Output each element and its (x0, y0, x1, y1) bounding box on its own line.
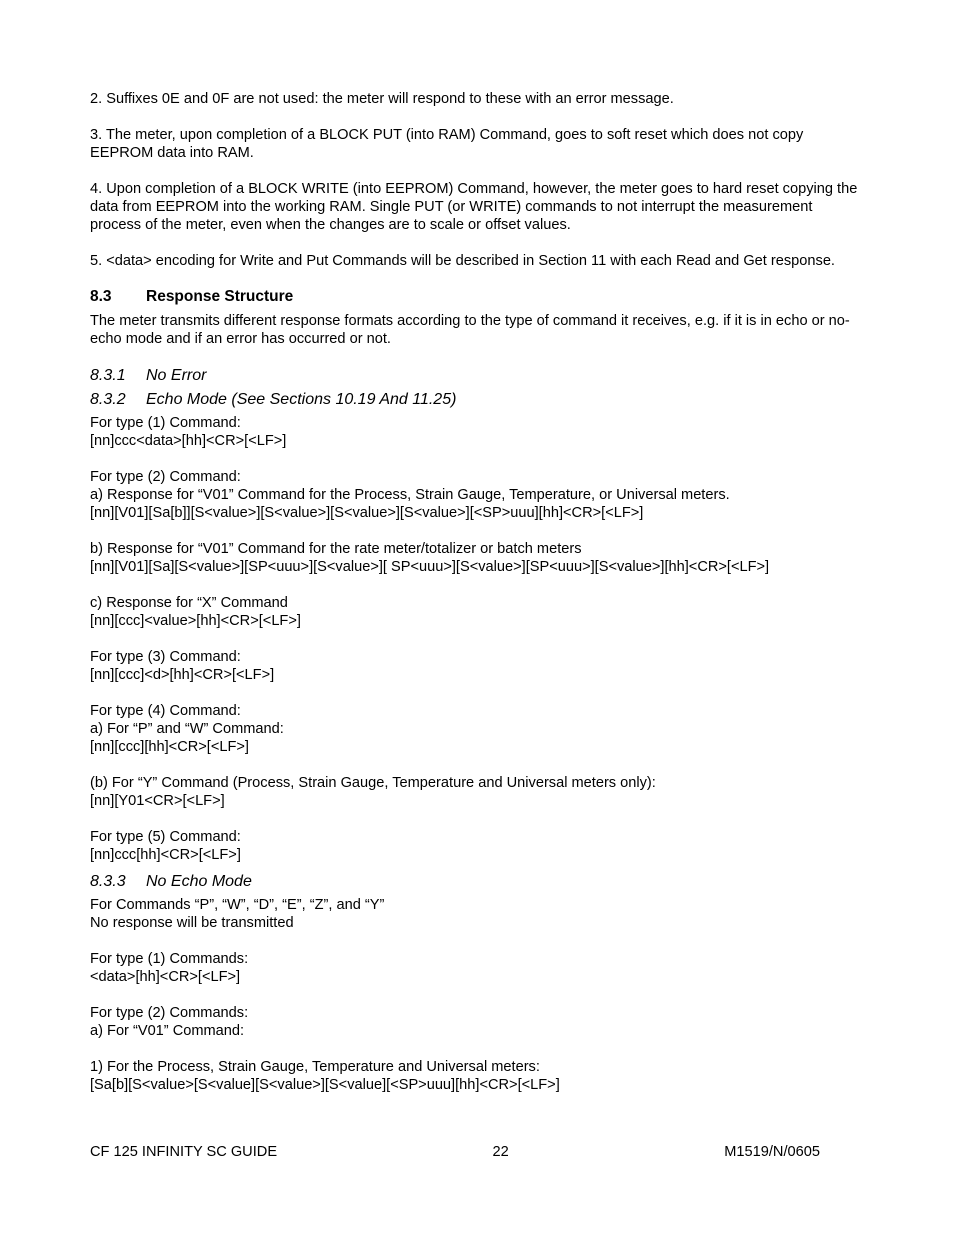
subsection-title: No Echo Mode (146, 873, 252, 890)
subsection-heading-echo-mode (90, 390, 865, 410)
subsection-title: No Error (146, 367, 207, 384)
type4b-label: (b) For “Y” Command (Process, Strain Gauge, Temperature and Universal meters only): (90, 775, 656, 791)
document-page (90, 90, 865, 1094)
type2b-label: b) Response for “V01” Command for the rate meter/totalizer or batch meters (90, 541, 582, 557)
type5-label: For type (5) Command: (90, 829, 241, 845)
page-footer (90, 1143, 820, 1161)
no-echo-type2a1-format: [Sa[b][S<value>[S<value][S<value>][S<value][<SP>uuu][hh]<CR>[<LF>] (90, 1077, 560, 1093)
no-echo-note: No response will be transmitted (90, 915, 294, 931)
section-heading (90, 288, 865, 306)
no-echo-commands-label: For Commands “P”, “W”, “D”, “E”, “Z”, and “Y” (90, 897, 385, 913)
subsection-number: 8.3.1 (90, 367, 126, 384)
note-5: 5. <data> encoding for Write and Put Commands will be described in Section 11 with each Read and Get response. (90, 253, 835, 269)
type2c-format: [nn][ccc]<value>[hh]<CR>[<LF>] (90, 613, 301, 629)
type5-format: [nn]ccc[hh]<CR>[<LF>] (90, 847, 241, 863)
type2a-label: a) Response for “V01” Command for the Process, Strain Gauge, Temperature, or Universal meters. (90, 487, 730, 503)
no-echo-type1-label: For type (1) Commands: (90, 951, 249, 967)
type4a-format: [nn][ccc][hh]<CR>[<LF>] (90, 739, 249, 755)
no-echo-type2-label: For type (2) Commands: (90, 1005, 249, 1021)
no-echo-type2a-label: a) For “V01” Command: (90, 1023, 245, 1039)
note-3: 3. The meter, upon completion of a BLOCK PUT (into RAM) Command, goes to soft reset which does not copy EEPROM data into RAM. (90, 127, 804, 161)
type4-label: For type (4) Command: (90, 703, 241, 719)
section-number: 8.3 (90, 288, 112, 305)
note-4: 4. Upon completion of a BLOCK WRITE (into EEPROM) Command, however, the meter goes to hard reset copying the data from EEPROM into the working RAM. Single PUT (or WRITE) commands to not interrupt the measurement process of the meter, even when the changes are to scale or offset values. (90, 181, 858, 233)
type2-label: For type (2) Command: (90, 469, 241, 485)
type3-label: For type (3) Command: (90, 649, 241, 665)
section-title: Response Structure (146, 288, 294, 305)
subsection-number: 8.3.3 (90, 873, 126, 890)
no-echo-type2a1-label: 1) For the Process, Strain Gauge, Temperature and Universal meters: (90, 1059, 540, 1075)
type2a-format: [nn][V01][Sa[b]][S<value>][S<value>][S<value>][S<value>][<SP>uuu][hh]<CR>[<LF>] (90, 505, 644, 521)
subsection-heading-no-error (90, 366, 865, 386)
type2c-label: c) Response for “X” Command (90, 595, 288, 611)
type2b-format: [nn][V01][Sa][S<value>][SP<uuu>][S<value>][ SP<uuu>][S<value>][SP<uuu>][S<value>][hh]<CR>[<LF>] (90, 559, 770, 575)
subsection-heading-no-echo-mode (90, 872, 865, 892)
section-intro: The meter transmits different response formats according to the type of command it receives, e.g. if it is in echo or no-echo mode and if an error has occurred or not. (90, 313, 850, 347)
subsection-title: Echo Mode (See Sections 10.19 And 11.25) (146, 391, 457, 408)
type3-format: [nn][ccc]<d>[hh]<CR>[<LF>] (90, 667, 275, 683)
type4b-format: [nn][Y01<CR>[<LF>] (90, 793, 225, 809)
no-echo-type1-format: <data>[hh]<CR>[<LF>] (90, 969, 241, 985)
type1-label: For type (1) Command: (90, 415, 241, 431)
footer-document-code: M1519/N/0605 (724, 1144, 820, 1160)
footer-document-title: CF 125 INFINITY SC GUIDE (90, 1144, 278, 1160)
footer-page-number: 22 (492, 1144, 509, 1160)
type4a-label: a) For “P” and “W” Command: (90, 721, 284, 737)
type1-format: [nn]ccc<data>[hh]<CR>[<LF>] (90, 433, 287, 449)
note-2: 2. Suffixes 0E and 0F are not used: the meter will respond to these with an error message. (90, 91, 674, 107)
subsection-number: 8.3.2 (90, 391, 126, 408)
